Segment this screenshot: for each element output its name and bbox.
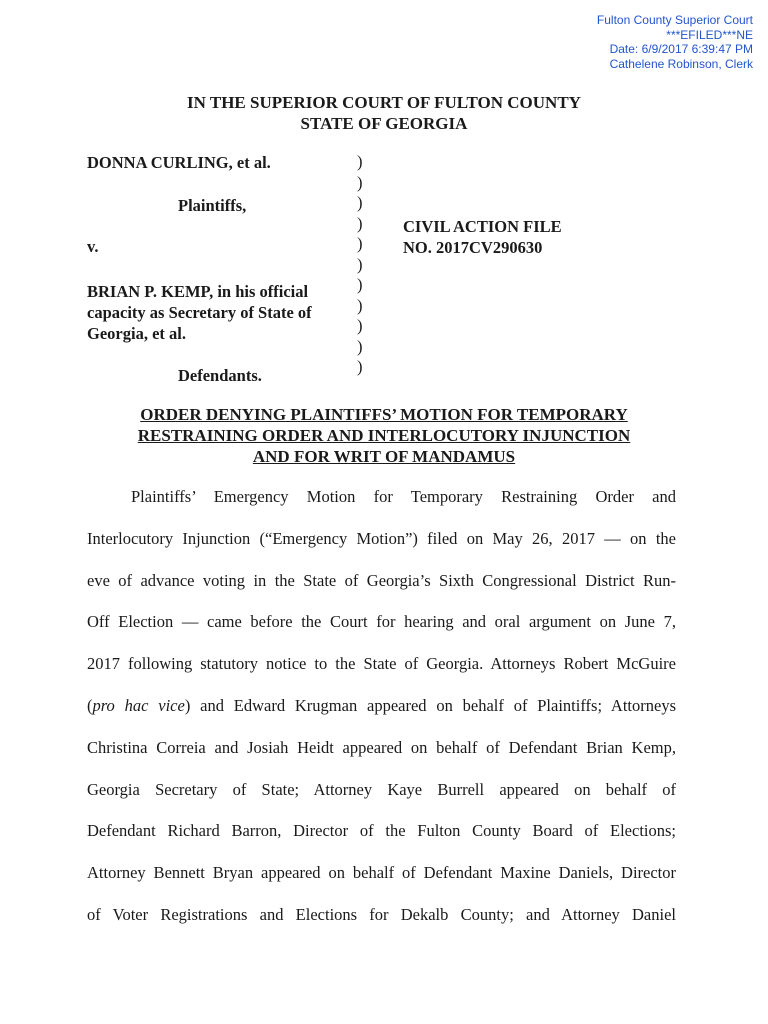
caption-paren: ) — [357, 357, 363, 376]
plaintiff-name: DONNA CURLING, et al. — [87, 153, 271, 172]
caption-paren: ) — [357, 193, 363, 212]
body-line: 2017 following statutory notice to the State of Georgia. Attorneys Robert McGuire — [87, 654, 676, 674]
body-line: Attorney Bennett Bryan appeared on behalf of Defendant Maxine Daniels, Director — [87, 863, 676, 883]
order-title-line-1: ORDER DENYING PLAINTIFFS’ MOTION FOR TEMPORARY — [140, 405, 628, 424]
body-line: Christina Correia and Josiah Heidt appeared on behalf of Defendant Brian Kemp, — [87, 737, 676, 757]
efile-stamp — [597, 13, 753, 71]
defendant-line-3: Georgia, et al. — [87, 324, 186, 343]
caption-paren: ) — [357, 295, 363, 315]
body-line: Interlocutory Injunction (“Emergency Motion”) filed on May 26, 2017 — on the — [87, 528, 676, 548]
order-body — [87, 486, 676, 946]
civil-action-label: CIVIL ACTION FILE — [403, 217, 562, 236]
body-line: Plaintiffs’ Emergency Motion for Temporary Restraining Order and — [131, 487, 676, 506]
caption-paren: ) — [357, 234, 363, 253]
stamp-date: Date: 6/9/2017 6:39:47 PM — [609, 42, 753, 56]
caption-paren: ) — [357, 316, 363, 335]
court-state: STATE OF GEORGIA — [300, 114, 468, 133]
caption-paren: ) — [357, 254, 363, 274]
versus: v. — [87, 237, 99, 256]
caption-paren: ) — [357, 213, 363, 233]
body-line: of Voter Registrations and Elections for Dekalb County; and Attorney Daniel — [87, 904, 676, 924]
body-text: ) and Edward Krugman appeared on behalf of Plaintiffs; Attorneys — [184, 695, 677, 715]
caption-paren: ) — [357, 172, 363, 192]
court-heading — [0, 92, 768, 134]
caption-paren: ) — [357, 336, 363, 356]
order-title — [0, 404, 768, 467]
plaintiffs-label: Plaintiffs, — [178, 196, 247, 215]
case-caption — [87, 152, 687, 392]
body-text: ( — [87, 695, 93, 715]
caption-paren-column — [357, 152, 363, 378]
caption-paren: ) — [357, 152, 363, 171]
pro-hac-vice: pro hac vice — [92, 695, 185, 715]
defendants-label: Defendants. — [178, 366, 262, 385]
defendant-line-1: BRIAN P. KEMP, in his official — [87, 282, 309, 301]
caption-paren: ) — [357, 275, 363, 294]
body-line: Georgia Secretary of State; Attorney Kaye Burrell appeared on behalf of — [87, 779, 676, 799]
stamp-clerk: Cathelene Robinson, Clerk — [609, 56, 753, 71]
order-title-line-2: RESTRAINING ORDER AND INTERLOCUTORY INJUNCTION — [137, 426, 631, 445]
case-number: NO. 2017CV290630 — [403, 238, 543, 257]
court-name: IN THE SUPERIOR COURT OF FULTON COUNTY — [187, 93, 581, 112]
order-title-line-3: AND FOR WRIT OF MANDAMUS — [252, 447, 516, 466]
stamp-efiled: ***EFILED***NE — [666, 27, 753, 42]
body-line — [87, 695, 676, 737]
body-line: eve of advance voting in the State of Georgia’s Sixth Congressional District Run- — [87, 570, 676, 590]
defendant-line-2: capacity as Secretary of State of — [87, 303, 312, 322]
stamp-court: Fulton County Superior Court — [596, 13, 753, 27]
body-line: Off Election — came before the Court for hearing and oral argument on June 7, — [87, 612, 676, 632]
body-line: Defendant Richard Barron, Director of the Fulton County Board of Elections; — [87, 821, 676, 841]
